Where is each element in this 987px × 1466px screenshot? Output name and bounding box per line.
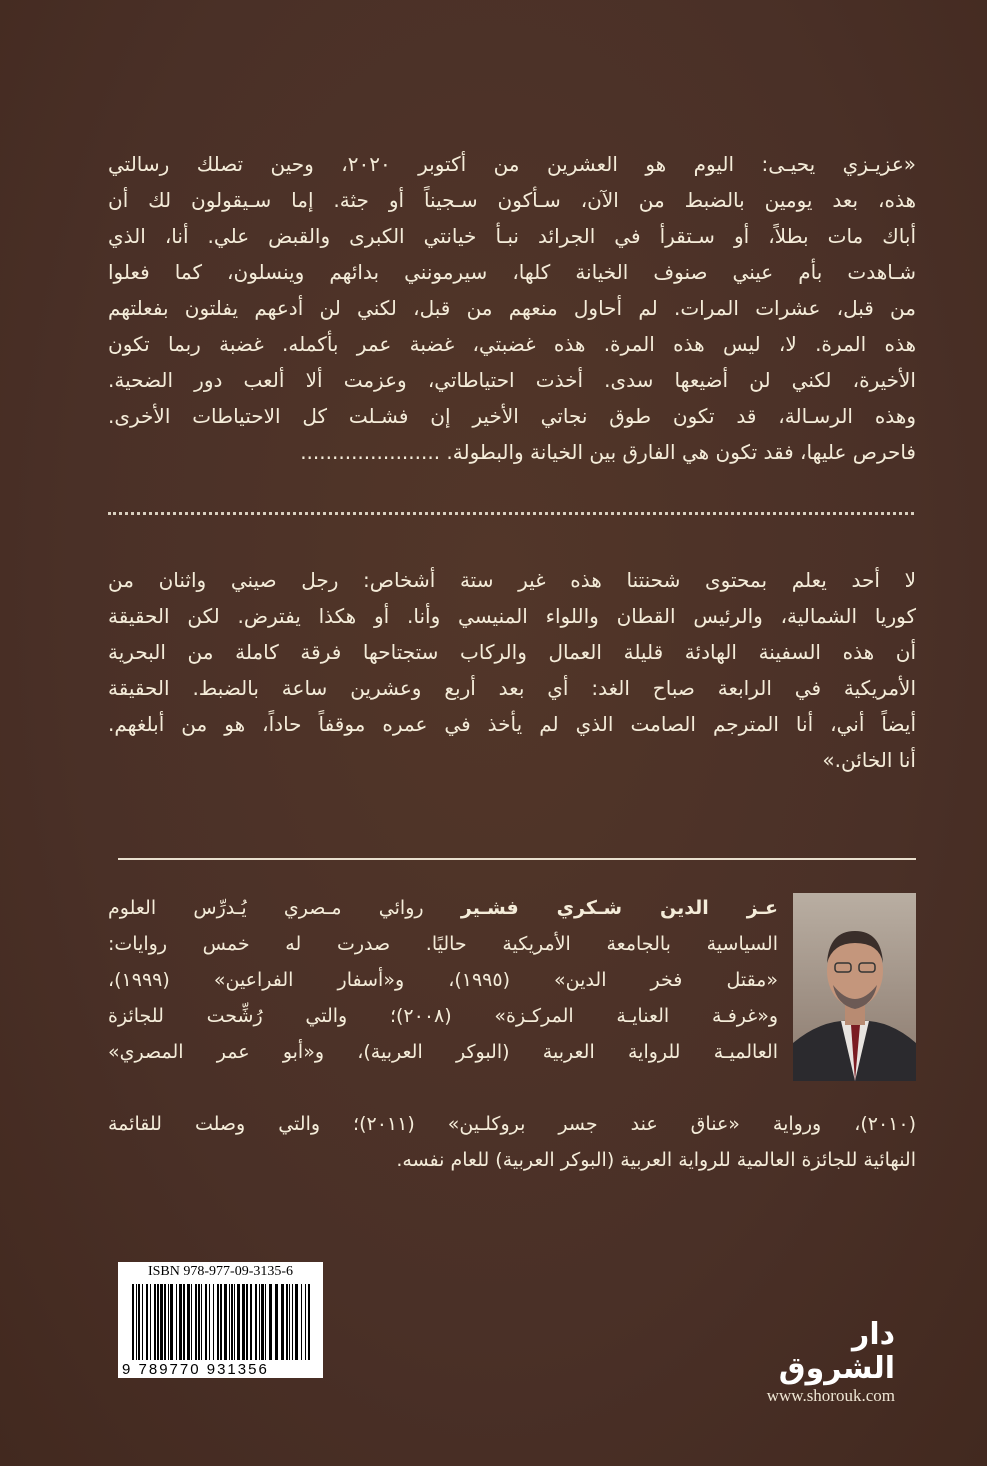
text-line: هذه المرة. لا، ليس هذه المرة. هذه غضبتي، غضبة عمر بأكمله. غضبة ربما تكون — [108, 332, 916, 356]
barcode-bar — [170, 1284, 173, 1360]
text-line: الأخيرة، لكني لن أضيعها سدى. أخذت احتياطاتي، وعزمت ألا ألعب دور الضحية. — [108, 368, 916, 392]
bio-text: روائي مـصري يُـدرِّس العلوم — [108, 897, 461, 919]
text-line: أن هذه السفينة الهادئة قليلة العمال والركاب ستجتاحها فرقة كاملة من البحرية — [108, 640, 916, 664]
barcode-bar — [187, 1284, 190, 1360]
text-line: أيضاً أني، أنا المترجم الصامت الذي لم يأخذ في عمره موقفاً حاداً، هو من أبلغهم. — [108, 712, 916, 736]
text-line: فاحرص عليها، فقد تكون هي الفارق بين الخيانة والبطولة. ...................... — [300, 440, 916, 464]
publisher-url: www.shorouk.com — [766, 1386, 895, 1405]
barcode-bar — [146, 1284, 148, 1360]
barcode-bar — [289, 1284, 290, 1360]
barcode-bar — [275, 1284, 278, 1360]
barcode-digits: 9 789770 931356 — [122, 1361, 269, 1378]
barcode-bar — [195, 1284, 197, 1360]
text-line: هذه، بعد يومين بالضبط من الآن، سـأكون سـجيناً أو جثة. إما سـيقولون لك أن — [108, 188, 916, 212]
isbn-barcode — [118, 1262, 323, 1378]
barcode-bar — [269, 1284, 272, 1360]
barcode-bar — [213, 1284, 214, 1360]
barcode-bars — [132, 1284, 312, 1360]
barcode-bar — [295, 1284, 298, 1360]
barcode-bar — [234, 1284, 235, 1360]
barcode-bar — [281, 1284, 284, 1360]
barcode-bar — [229, 1284, 230, 1360]
text-line: الأمريكية في الرابعة صباح الغد: أي بعد أربع وعشرين ساعة بالضبط. الحقيقة — [108, 676, 916, 700]
barcode-bar — [176, 1284, 177, 1360]
text-line: «عزيـزي يحيـى: اليوم هو العشرين من أكتوبر ٢٠٢٠، وحين تصلك رسالتي — [108, 152, 916, 176]
barcode-bar — [132, 1284, 134, 1360]
text-line: كوريا الشمالية، والرئيس القطان واللواء المنيسي وأنا. أو هكذا يفترض. لكن الحقيقة — [108, 604, 916, 628]
excerpt-paragraph-2 — [108, 562, 916, 778]
barcode-bar — [242, 1284, 245, 1360]
barcode-bar — [292, 1284, 293, 1360]
barcode-bar — [286, 1284, 288, 1360]
isbn-label: ISBN 978-977-09-3135-6 — [147, 1264, 294, 1279]
barcode-bar — [160, 1284, 163, 1360]
publisher-logo — [740, 1318, 895, 1406]
barcode-bar — [308, 1284, 310, 1360]
text-line: «مقتل فخر الدين» (١٩٩٥)، و«أسفار الفراعين» (١٩٩٩)، — [108, 969, 778, 991]
text-line: السياسية بالجامعة الأمريكية حاليًا. صدرت له خمس روايات: — [108, 933, 778, 955]
barcode-bar — [150, 1284, 151, 1360]
barcode-bar — [237, 1284, 240, 1360]
barcode-bar — [220, 1284, 222, 1360]
text-line: أباك مات بطلاً، أو سـتقرأ في الجرائد نبـأ خيانتي الكبرى والقبض علي. أنا، الذي — [108, 224, 916, 248]
barcode-bar — [138, 1284, 140, 1360]
barcode-bar — [224, 1284, 227, 1360]
divider — [118, 858, 916, 860]
barcode-bar — [261, 1284, 264, 1360]
barcode-bar — [168, 1284, 169, 1360]
barcode-bar — [301, 1284, 302, 1360]
text-line: العالميـة للرواية العربية (البوكر العربية)، و«أبو عمر المصري» — [108, 1041, 778, 1063]
barcode-bar — [259, 1284, 260, 1360]
barcode-bar — [154, 1284, 156, 1360]
text-line: من قبل، عشرات المرات. لم أحاول منعهم من قبل، لكني لن أدعهم يفلتون بفعلتهم — [108, 296, 916, 320]
barcode-bar — [250, 1284, 252, 1360]
text-line: (٢٠١٠)، ورواية «عناق عند جسر بروكلـين» (٢٠١١)؛ والتي وصلت للقائمة — [108, 1113, 917, 1135]
text-line: و«غرفـة العنايـة المركـزة» (٢٠٠٨)؛ والتي رُشِّحت للجائزة — [108, 1005, 778, 1027]
author-photo — [793, 893, 916, 1081]
barcode-bar — [265, 1284, 266, 1360]
barcode-bar — [157, 1284, 159, 1360]
author-bio — [108, 890, 778, 1070]
excerpt-paragraph-1 — [108, 146, 916, 470]
barcode-bar — [198, 1284, 200, 1360]
author-bio-continued — [108, 1106, 916, 1178]
author-name: عـز الدين شـكري فشـير — [460, 897, 779, 919]
barcode-bar — [231, 1284, 233, 1360]
barcode-bar — [183, 1284, 185, 1360]
publisher-name: دار الشروق — [778, 1317, 895, 1386]
text-line: النهائية للجائزة العالمية للرواية العربية (البوكر العربية) للعام نفسه. — [396, 1149, 916, 1171]
barcode-bar — [179, 1284, 182, 1360]
text-line: وهذه الرسـالة، قد تكون طوق نجاتي الأخير إن فشـلت كل الاحتياطات الأخرى. — [108, 404, 916, 428]
barcode-bar — [142, 1284, 143, 1360]
dotted-separator — [108, 512, 914, 515]
barcode-bar — [305, 1284, 306, 1360]
barcode-bar — [136, 1284, 137, 1360]
barcode-bar — [246, 1284, 248, 1360]
text-line: شـاهدت بأم عيني صنوف الخيانة كلها، سيرمونني بدائهم وينسلون، كما فعلوا — [108, 260, 916, 284]
barcode-bar — [209, 1284, 210, 1360]
barcode-bar — [201, 1284, 202, 1360]
barcode-bar — [217, 1284, 219, 1360]
text-line: لا أحد يعلم بمحتوى شحنتنا هذه غير ستة أشخاص: رجل صيني واثنان من — [108, 568, 916, 592]
barcode-bar — [255, 1284, 257, 1360]
text-line: أنا الخائن.» — [822, 748, 916, 772]
barcode-bar — [205, 1284, 207, 1360]
barcode-bar — [164, 1284, 166, 1360]
barcode-bar — [191, 1284, 192, 1360]
